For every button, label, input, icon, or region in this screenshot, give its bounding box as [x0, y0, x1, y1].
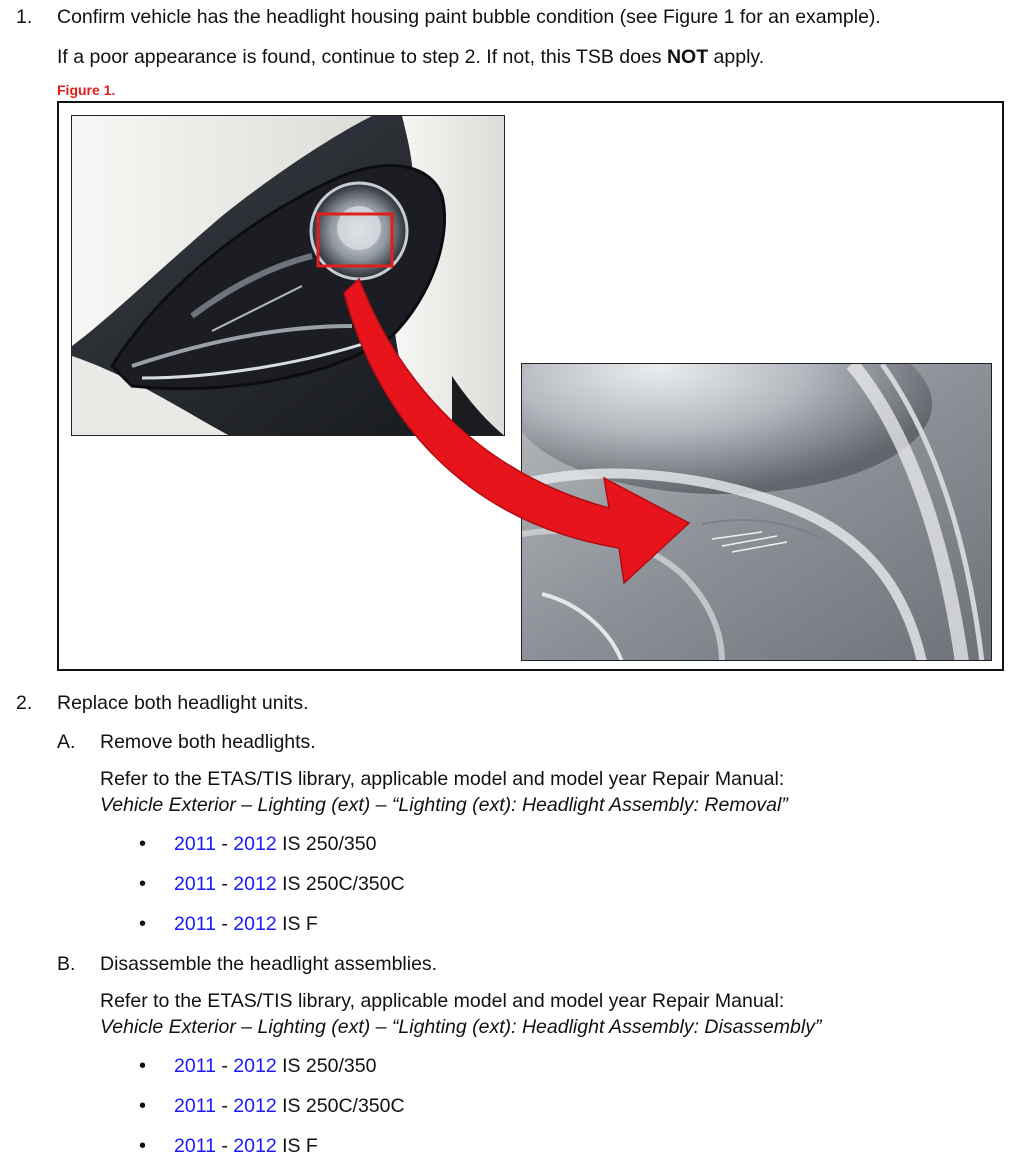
substep-b-letter: B.: [57, 953, 76, 975]
model-name: IS F: [276, 1135, 318, 1157]
substep-b-ref-path: Vehicle Exterior – Lighting (ext) – “Lighting (ext): Headlight Assembly: Disassembly”: [100, 1016, 822, 1038]
substep-a-title: Remove both headlights.: [100, 731, 316, 753]
year-to-link[interactable]: 2012: [233, 1095, 277, 1117]
year-to-link[interactable]: 2012: [233, 1135, 277, 1157]
year-from-link[interactable]: 2011: [174, 1135, 216, 1157]
step-1-number: 1.: [16, 6, 33, 28]
year-sep: -: [215, 1095, 234, 1117]
year-sep: -: [215, 1135, 234, 1157]
year-to-link[interactable]: 2012: [233, 873, 277, 895]
bullet-icon: •: [139, 1095, 147, 1117]
model-name: IS 250/350: [276, 833, 377, 855]
step-1-text: Confirm vehicle has the headlight housing paint bubble condition (see Figure 1 for an example).: [57, 6, 881, 28]
list-item: [174, 913, 318, 936]
figure-label: Figure 1.: [57, 82, 116, 98]
bullet-icon: •: [139, 873, 147, 895]
year-from-link[interactable]: 2011: [174, 1055, 216, 1077]
model-name: IS F: [276, 913, 318, 935]
year-from-link[interactable]: 2011: [174, 1095, 216, 1117]
list-item: [174, 833, 376, 856]
year-from-link[interactable]: 2011: [174, 833, 216, 855]
bullet-icon: •: [139, 833, 147, 855]
figure-1: [57, 101, 1004, 671]
year-sep: -: [215, 1055, 234, 1077]
bullet-icon: •: [139, 1055, 147, 1077]
model-name: IS 250C/350C: [276, 873, 405, 895]
step-1-condition-prefix: If a poor appearance is found, continue to step 2. If not, this TSB does: [57, 46, 667, 68]
list-item: [174, 1055, 376, 1078]
red-arrow-icon: [59, 103, 1006, 673]
substep-b-title: Disassemble the headlight assemblies.: [100, 953, 438, 975]
bullet-icon: •: [139, 1135, 147, 1157]
year-sep: -: [215, 833, 234, 855]
list-item: [174, 873, 405, 896]
year-sep: -: [215, 873, 234, 895]
year-sep: -: [215, 913, 234, 935]
year-to-link[interactable]: 2012: [233, 1055, 277, 1077]
substep-a-letter: A.: [57, 731, 76, 753]
list-item: [174, 1095, 405, 1118]
list-item: [174, 1135, 318, 1158]
year-to-link[interactable]: 2012: [233, 833, 277, 855]
substep-a-ref-path: Vehicle Exterior – Lighting (ext) – “Lighting (ext): Headlight Assembly: Removal”: [100, 794, 788, 816]
bullet-icon: •: [139, 913, 147, 935]
model-name: IS 250/350: [276, 1055, 377, 1077]
substep-b-ref-line: Refer to the ETAS/TIS library, applicable model and model year Repair Manual:: [100, 990, 785, 1012]
year-from-link[interactable]: 2011: [174, 913, 216, 935]
model-name: IS 250C/350C: [276, 1095, 405, 1117]
year-from-link[interactable]: 2011: [174, 873, 216, 895]
year-to-link[interactable]: 2012: [233, 913, 277, 935]
step-2-number: 2.: [16, 692, 33, 714]
substep-a-ref-line: Refer to the ETAS/TIS library, applicable model and model year Repair Manual:: [100, 768, 785, 790]
step-1-condition-bold: NOT: [666, 46, 709, 68]
step-1-condition-suffix: apply.: [708, 46, 765, 68]
step-1-condition: [57, 46, 764, 69]
step-2-text: Replace both headlight units.: [57, 692, 309, 714]
